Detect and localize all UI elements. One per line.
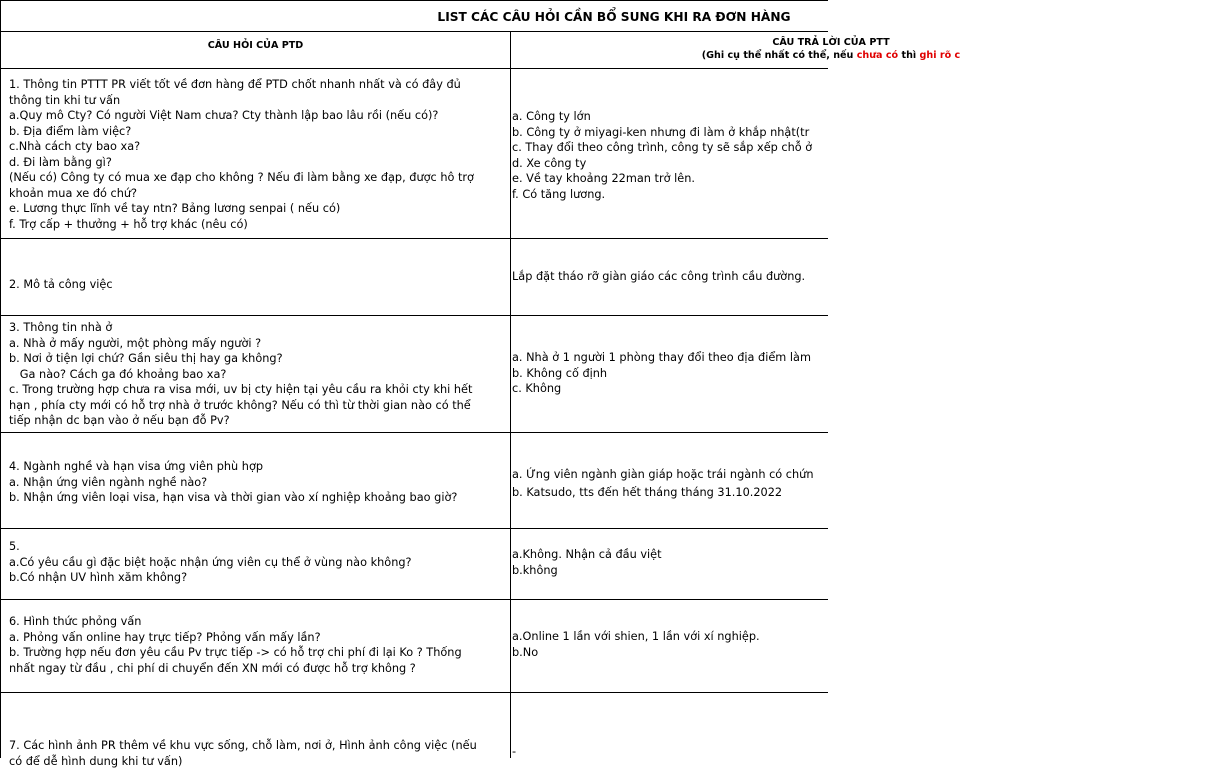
grid-line <box>0 0 1 758</box>
question-line: c.Nhà cách cty bao xa? <box>9 139 509 155</box>
question-line: a. Phỏng vấn online hay trực tiếp? Phỏng vấn mấy lần? <box>9 630 509 646</box>
question-line: f. Trợ cấp + thưởng + hỗ trợ khác (nêu có) <box>9 217 509 233</box>
grid-line <box>0 692 828 693</box>
answer-header-line2 <box>511 50 1151 63</box>
question-line: a. Nhận ứng viên ngành nghề nào? <box>9 475 509 491</box>
answer-header-red-text: chưa có <box>857 50 898 61</box>
answer-line: f. Có tăng lương. <box>512 187 828 203</box>
grid-line <box>0 599 828 600</box>
answer-header-text: (Ghi cụ thể nhất có thể, nếu <box>702 50 857 61</box>
answer-line: b.No <box>512 645 828 661</box>
grid-line <box>0 0 828 1</box>
question-line: b. Địa điểm làm việc? <box>9 124 509 140</box>
question-line: hạn , phía cty mới có hỗ trợ nhà ở trước không? Nếu có thì từ thời gian nào có thể <box>9 398 509 414</box>
question-cell-2[interactable] <box>9 277 509 297</box>
grid-line <box>0 238 828 239</box>
question-column-header: CÂU HỎI CỦA PTD <box>1 40 510 60</box>
answer-line: c. Thay đổi theo công trình, công ty sẽ sắp xếp chỗ ở <box>512 140 828 156</box>
answer-header-text: thì <box>898 50 919 61</box>
grid-line <box>510 31 511 758</box>
answer-line: a.Online 1 lần với shien, 1 lần với xí nghiệp. <box>512 629 828 645</box>
answer-line: a. Ứng viên ngành giàn giáp hoặc trái ngành có chứn <box>512 466 828 484</box>
answer-line: e. Về tay khoảng 22man trở lên. <box>512 171 828 187</box>
answer-column-header <box>511 37 1151 65</box>
answer-cell-1[interactable] <box>512 109 828 237</box>
answer-cell-4[interactable] <box>512 466 828 506</box>
question-line: c. Trong trường hợp chưa ra visa mới, uv bị cty hiện tại yêu cầu ra khỏi cty khi hết <box>9 382 509 398</box>
question-line: khoản mua xe đó chứ? <box>9 186 509 202</box>
question-line: có để dễ hình dung khi tư vấn) <box>9 754 509 769</box>
question-line: e. Lương thực lĩnh về tay ntn? Bảng lương senpai ( nếu có) <box>9 201 509 217</box>
answer-line: c. Không <box>512 381 828 397</box>
question-line: 2. Mô tả công việc <box>9 277 509 293</box>
question-line: tiếp nhận dc bạn vào ở nếu bạn đỗ Pv? <box>9 413 509 429</box>
answer-cell-6[interactable] <box>512 629 828 663</box>
answer-line: b. Công ty ở miyagi-ken nhưng đi làm ở khắp nhật(tr <box>512 125 828 141</box>
answer-line: a. Công ty lớn <box>512 109 828 125</box>
question-line: thông tin khi tư vấn <box>9 93 509 109</box>
answer-header-line1: CÂU TRẢ LỜI CỦA PTT <box>511 37 1151 50</box>
grid-line <box>0 528 828 529</box>
question-line: Ga nào? Cách ga đó khoảng bao xa? <box>9 367 509 383</box>
answer-line: b. Katsudo, tts đến hết tháng tháng 31.10.2022 <box>512 484 828 502</box>
question-line: 5. <box>9 539 509 555</box>
question-line: b. Trường hợp nếu đơn yêu cầu Pv trực tiếp -> có hỗ trợ chi phí đi lại Ko ? Thống <box>9 645 509 661</box>
question-line: b. Nhận ứng viên loại visa, hạn visa và thời gian vào xí nghiệp khoảng bao giờ? <box>9 490 509 506</box>
question-line: 1. Thông tin PTTT PR viết tốt về đơn hàng để PTD chốt nhanh nhất và có đây đủ <box>9 77 509 93</box>
question-line: (Nếu có) Công ty có mua xe đạp cho không ? Nếu đi làm bằng xe đạp, được hô trợ <box>9 170 509 186</box>
question-cell-4[interactable] <box>9 459 509 519</box>
grid-line <box>0 315 828 316</box>
question-line: 7. Các hình ảnh PR thêm về khu vực sống, chỗ làm, nơi ở, Hình ảnh công việc (nếu <box>9 738 509 754</box>
question-cell-7[interactable] <box>9 738 509 758</box>
question-line: nhất ngay từ đầu , chi phí di chuyển đến XN mới có được hỗ trợ không ? <box>9 661 509 677</box>
question-line: a. Nhà ở mấy người, một phòng mấy người ? <box>9 336 509 352</box>
grid-line <box>0 432 828 433</box>
answer-line: Lắp đặt tháo rỡ giàn giáo các công trình cầu đường. <box>512 269 828 285</box>
answer-cell-7[interactable] <box>512 744 828 758</box>
grid-line <box>0 68 828 69</box>
answer-line: b. Không cố định <box>512 366 828 382</box>
answer-cell-2[interactable] <box>512 269 828 289</box>
question-cell-1[interactable] <box>9 77 509 237</box>
question-line: 4. Ngành nghề và hạn visa ứng viên phù hợp <box>9 459 509 475</box>
question-line: a.Quy mô Cty? Có người Việt Nam chưa? Cty thành lập bao lâu rồi (nếu có)? <box>9 108 509 124</box>
sheet-title: LIST CÁC CÂU HỎI CẦN BỔ SUNG KHI RA ĐƠN HÀNG <box>0 2 1228 32</box>
question-line: b. Nơi ở tiện lợi chứ? Gần siêu thị hay ga không? <box>9 351 509 367</box>
question-cell-3[interactable] <box>9 320 509 431</box>
question-cell-6[interactable] <box>9 614 509 680</box>
answer-line: d. Xe công ty <box>512 156 828 172</box>
answer-cell-3[interactable] <box>512 350 828 410</box>
answer-cell-5[interactable] <box>512 547 828 581</box>
answer-line: a. Nhà ở 1 người 1 phòng thay đổi theo địa điểm làm <box>512 350 828 366</box>
answer-line: - <box>512 744 828 760</box>
question-line: 3. Thông tin nhà ở <box>9 320 509 336</box>
question-line: 6. Hình thức phỏng vấn <box>9 614 509 630</box>
question-line: a.Có yêu cầu gì đặc biệt hoặc nhận ứng viên cụ thể ở vùng nào không? <box>9 555 509 571</box>
question-cell-5[interactable] <box>9 539 509 589</box>
question-line: d. Đi làm bằng gì? <box>9 155 509 171</box>
answer-header-red-text: ghi rõ c <box>920 50 961 61</box>
answer-line: a.Không. Nhận cả đầu việt <box>512 547 828 563</box>
answer-line: b.không <box>512 563 828 579</box>
question-line: b.Có nhận UV hình xăm không? <box>9 570 509 586</box>
